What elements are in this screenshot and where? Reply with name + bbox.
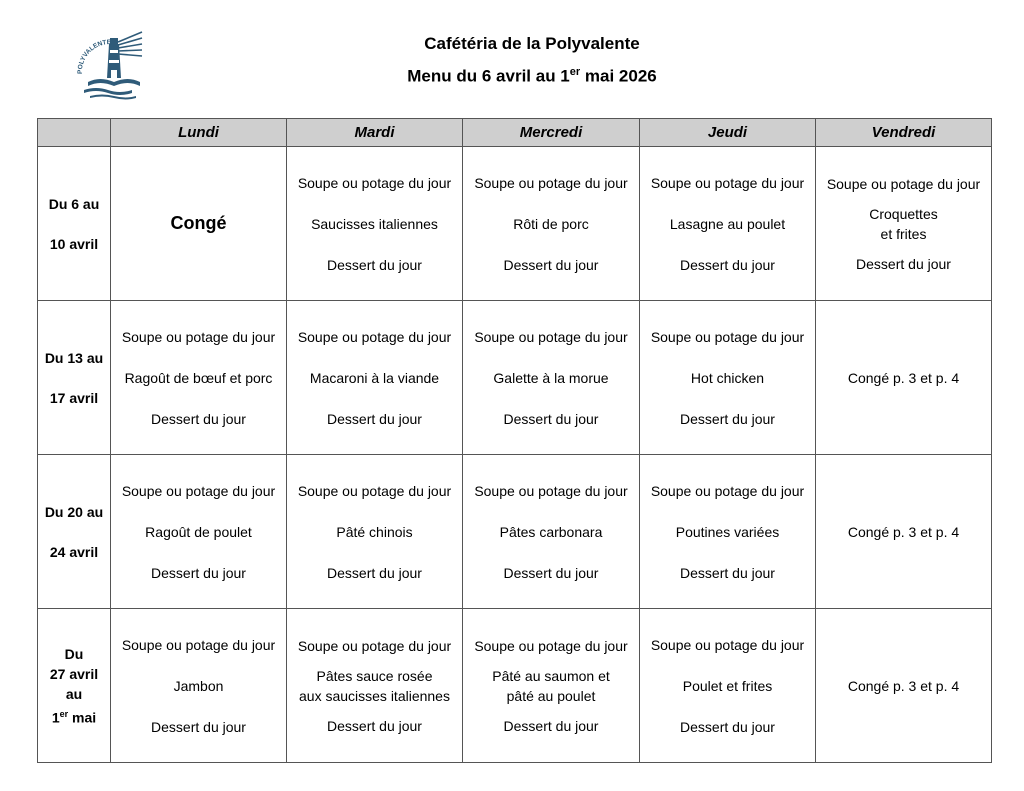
dessert-item: Dessert du jour [680,718,775,735]
main-dish: Pâté au saumon et [492,667,610,684]
soup-item: Soupe ou potage du jour [474,174,628,191]
soup-item: Soupe ou potage du jour [650,174,805,191]
main-dish: Hot chicken [690,369,765,386]
main-dish: Pâtes sauce rosée [316,667,433,684]
soup-item: Soupe ou potage du jour [297,174,452,191]
dessert-item: Dessert du jour [327,564,422,581]
soup-item: Soupe ou potage du jour [297,637,452,654]
menu-cell [463,455,640,609]
main-dish: Pâtes carbonara [499,523,603,540]
menu-cell [463,147,640,301]
week-label-sup: er [59,708,69,719]
logo-text: POLYVALENTE [76,38,112,75]
table-row [38,455,992,609]
dessert-item: Dessert du jour [680,564,775,581]
main-dish: Lasagne au poulet [669,215,786,232]
soup-item: Soupe ou potage du jour [650,482,805,499]
soup-item: Soupe ou potage du jour [297,482,452,499]
main-dish: Galette à la morue [493,369,609,386]
main-dish-line2: aux saucisses italiennes [299,687,450,704]
col-header-lundi: Lundi [111,119,287,147]
table-row [38,301,992,455]
menu-cell [287,455,463,609]
menu-cell [111,301,287,455]
menu-cell [463,301,640,455]
menu-cell [640,455,816,609]
menu-cell [640,147,816,301]
main-dish: Poulet et frites [682,677,773,694]
holiday-label: Congé p. 3 et p. 4 [847,677,960,694]
holiday-label: Congé p. 3 et p. 4 [847,523,960,540]
menu-cell [111,455,287,609]
dessert-item: Dessert du jour [503,717,599,734]
main-dish: Macaroni à la viande [309,369,440,386]
menu-cell [287,147,463,301]
menu-dates-start: Menu du 6 avril au 1 [407,66,570,86]
menu-cell [463,609,640,763]
dessert-item: Dessert du jour [327,256,422,273]
week-label-line: 10 avril [49,235,99,252]
menu-cell [816,301,992,455]
main-dish-line2: et frites [880,225,927,242]
dessert-item: Dessert du jour [151,718,246,735]
dessert-item: Dessert du jour [856,255,951,272]
col-header-mardi: Mardi [287,119,463,147]
col-header-jeudi: Jeudi [640,119,816,147]
week-label [38,301,111,455]
dessert-item: Dessert du jour [503,410,599,427]
menu-cell [111,147,287,301]
menu-cell [640,609,816,763]
col-header-vendredi: Vendredi [816,119,992,147]
week-label-line: au [65,685,83,702]
menu-dates [0,58,1024,91]
table-row [38,609,992,763]
main-dish: Ragoût de bœuf et porc [124,369,273,386]
week-label-line: Du [64,645,84,662]
table-header-row [38,119,992,147]
soup-item: Soupe ou potage du jour [650,636,805,653]
week-label-line: Du 6 au [48,195,100,212]
week-label-day: 1 [51,709,60,726]
main-dish: Ragoût de poulet [145,523,252,540]
menu-cell [816,455,992,609]
soup-item: Soupe ou potage du jour [121,482,276,499]
dessert-item: Dessert du jour [151,564,246,581]
soup-item: Soupe ou potage du jour [474,328,628,345]
week-label [38,455,111,609]
table-row [38,147,992,301]
week-label-month: mai [68,709,97,726]
soup-item: Soupe ou potage du jour [121,328,276,345]
page-title [0,30,1024,91]
menu-dates-end: mai 2026 [580,66,657,86]
week-label-line: Du 20 au [44,503,104,520]
corner-cell [38,119,111,147]
dessert-item: Dessert du jour [151,410,246,427]
menu-table [37,118,992,763]
menu-cell [111,609,287,763]
week-label [38,147,111,301]
col-header-mercredi: Mercredi [463,119,640,147]
menu-cell [287,301,463,455]
soup-item: Soupe ou potage du jour [474,482,628,499]
week-label-line: Du 13 au [44,349,104,366]
main-dish: Pâté chinois [336,523,413,540]
soup-item: Soupe ou potage du jour [297,328,452,345]
soup-item: Soupe ou potage du jour [650,328,805,345]
menu-cell [287,609,463,763]
main-dish: Poutines variées [675,523,780,540]
week-label-line: 27 avril [49,665,99,682]
week-label-line: 17 avril [49,389,99,406]
soup-item: Soupe ou potage du jour [474,637,628,654]
menu-dates-sup: er [569,66,581,78]
dessert-item: Dessert du jour [503,256,599,273]
soup-item: Soupe ou potage du jour [121,636,276,653]
week-label [38,609,111,763]
menu-cell [816,609,992,763]
main-dish-line2: pâté au poulet [506,687,596,704]
main-dish: Rôti de porc [513,215,589,232]
main-dish: Jambon [173,677,224,694]
dessert-item: Dessert du jour [680,410,775,427]
holiday-label: Congé p. 3 et p. 4 [847,369,960,386]
menu-cell [640,301,816,455]
menu-cell [816,147,992,301]
week-label-line [38,704,110,728]
week-label-line: 24 avril [49,543,99,560]
main-dish: Croquettes [869,205,938,222]
soup-item: Soupe ou potage du jour [826,175,981,192]
main-dish: Saucisses italiennes [311,215,438,232]
dessert-item: Dessert du jour [327,410,422,427]
dessert-item: Dessert du jour [327,717,422,734]
dessert-item: Dessert du jour [680,256,775,273]
cafeteria-title: Cafétéria de la Polyvalente [424,34,640,53]
dessert-item: Dessert du jour [503,564,599,581]
holiday-label: Congé [170,213,227,233]
